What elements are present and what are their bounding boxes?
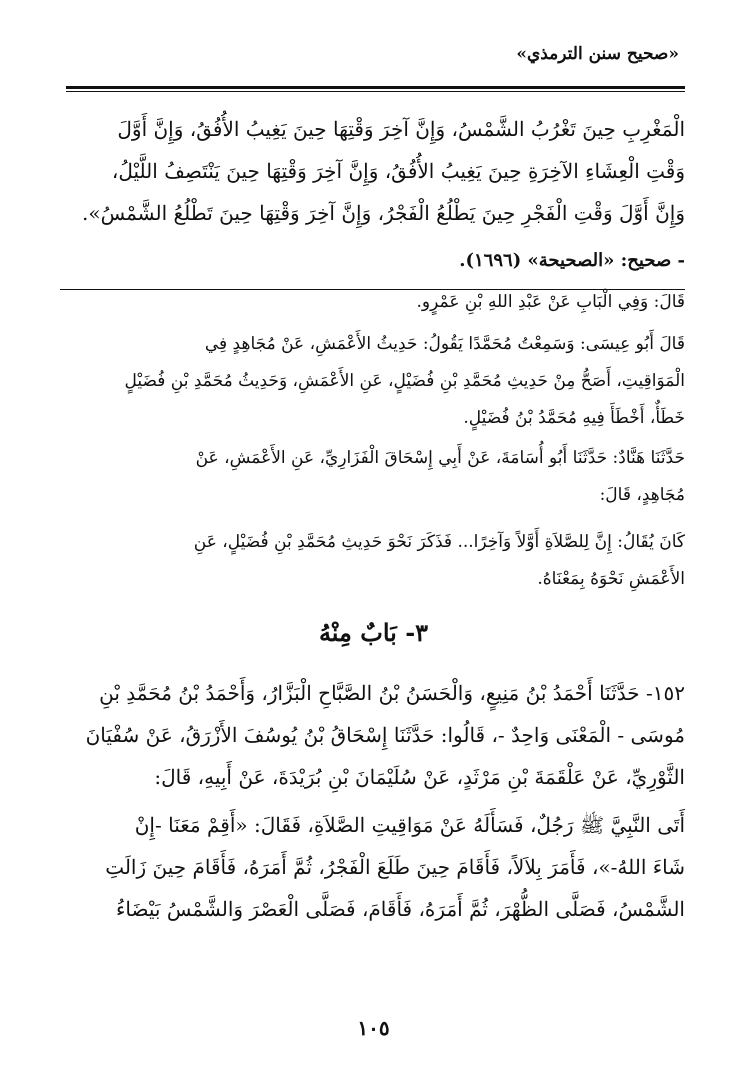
text-line: مُجَاهِدٍ، قَالَ: — [599, 485, 685, 505]
paragraph-hadith-continuation — [60, 108, 685, 234]
text-line: وَقْتِ الْعِشَاءِ الآخِرَةِ حِينَ يَغِيبُ الأُفُقُ، وَإِنَّ آخِرَ وَقْتِهَا حِينَ يَنْتَصِفُ اللَّيْلُ، — [111, 159, 685, 183]
note-abu-isa — [60, 326, 685, 437]
note-kana — [60, 524, 685, 598]
text-line: ١٥٢- حَدَّثَنَا أَحْمَدُ بْنُ مَنِيعٍ، وَالْحَسَنُ بْنُ الصَّبَّاحِ الْبَزَّارُ، وَأَحْمَدُ بْنُ مُحَمَّدِ بْنِ — [99, 681, 685, 705]
text-line: الْمَوَاقِيتِ، أَصَحُّ مِنْ حَدِيثِ مُحَمَّدِ بْنِ فُضَيْلٍ، عَنِ الأَعْمَشِ، وَحَدِيثُ مُحَمَّدِ بْنِ فُضَيْلٍ — [124, 371, 685, 391]
text-line: شَاءَ اللهُ-»، فَأَمَرَ بِلاَلاً، فَأَقَامَ حِينَ طَلَعَ الْفَجْرُ، ثُمَّ أَمَرَهُ، فَأَقَامَ حِينَ زَالَتِ — [105, 855, 685, 879]
text-line: الثَّوْرِيِّ، عَنْ عَلْقَمَةَ بْنِ مَرْثَدٍ، عَنْ سُلَيْمَانَ بْنِ بُرَيْدَةَ، عَنْ أَبِيهِ، قَالَ: — [154, 765, 685, 789]
page-number: ١٠٥ — [357, 1016, 390, 1040]
text-line: الْمَغْرِبِ حِينَ تَغْرُبُ الشَّمْسُ، وَإِنَّ آخِرَ وَقْتِهَا حِينَ يَغِيبُ الأُفُقُ، وَإِنَّ أَوَّلَ — [117, 117, 685, 141]
authenticity-grade: - صحيح: «الصحيحة» (١٦٩٦). — [459, 250, 685, 271]
text-line: وَإِنَّ أَوَّلَ وَقْتِ الْفَجْرِ حِينَ يَطْلُعُ الْفَجْرُ، وَإِنَّ آخِرَ وَقْتِهَا حِينَ تَطْلُعُ الشَّمْسُ». — [82, 201, 685, 225]
text-line: الشَّمْسُ، فَصَلَّى الظُّهْرَ، ثُمَّ أَمَرَهُ، فَأَقَامَ، فَصَلَّى الْعَصْرَ وَالشَّمْسُ بَيْضَاءُ — [116, 897, 685, 921]
header-rule — [66, 86, 685, 92]
text-line: مُوسَى - الْمَعْنَى وَاحِدٌ -، قَالُوا: حَدَّثَنَا إِسْحَاقُ بْنُ يُوسُفَ الأَزْرَقُ، عَنْ سُفْيَانَ — [85, 723, 685, 747]
note-hannad — [60, 440, 685, 514]
running-header-title: «صحيح سنن الترمذي» — [516, 44, 679, 64]
hadith-152-isnad — [60, 672, 685, 798]
text-line: الأَعْمَشِ نَحْوَهُ بِمَعْنَاهُ. — [537, 569, 685, 589]
text-line: أَتَى النَّبِيَّ ﷺ رَجُلٌ، فَسَأَلَهُ عَنْ مَوَاقِيتِ الصَّلاَةِ، فَقَالَ: «أَقِمْ مَعَنَا -إِنْ — [134, 813, 685, 837]
hadith-152-matn — [60, 804, 685, 930]
text-line: حَدَّثَنَا هَنَّادٌ: حَدَّثَنَا أَبُو أُسَامَةَ، عَنْ أَبِي إِسْحَاقَ الْفَزَارِيِّ، عَنِ الأَعْمَشِ، عَنْ — [195, 448, 685, 468]
text-line: قَالَ أَبُو عِيسَى: وَسَمِعْتُ مُحَمَّدًا يَقُولُ: حَدِيثُ الأَعْمَشِ، عَنْ مُجَاهِدٍ فِي — [204, 334, 685, 354]
text-line: كَانَ يُقَالُ: إِنَّ لِلصَّلاَةِ أَوَّلاً وَآخِرًا... فَذَكَرَ نَحْوَ حَدِيثِ مُحَمَّدِ بْنِ فُضَيْلٍ، عَنِ — [193, 532, 685, 552]
chapter-heading: ٣- بَابٌ مِنْهُ — [318, 618, 429, 647]
text-line: خَطَأٌ، أَخْطَأَ فِيهِ مُحَمَّدُ بْنُ فُضَيْلٍ. — [463, 408, 685, 428]
note-bab: قَالَ: وَفِي الْبَابِ عَنْ عَبْدِ اللهِ بْنِ عَمْرٍو. — [416, 292, 685, 312]
